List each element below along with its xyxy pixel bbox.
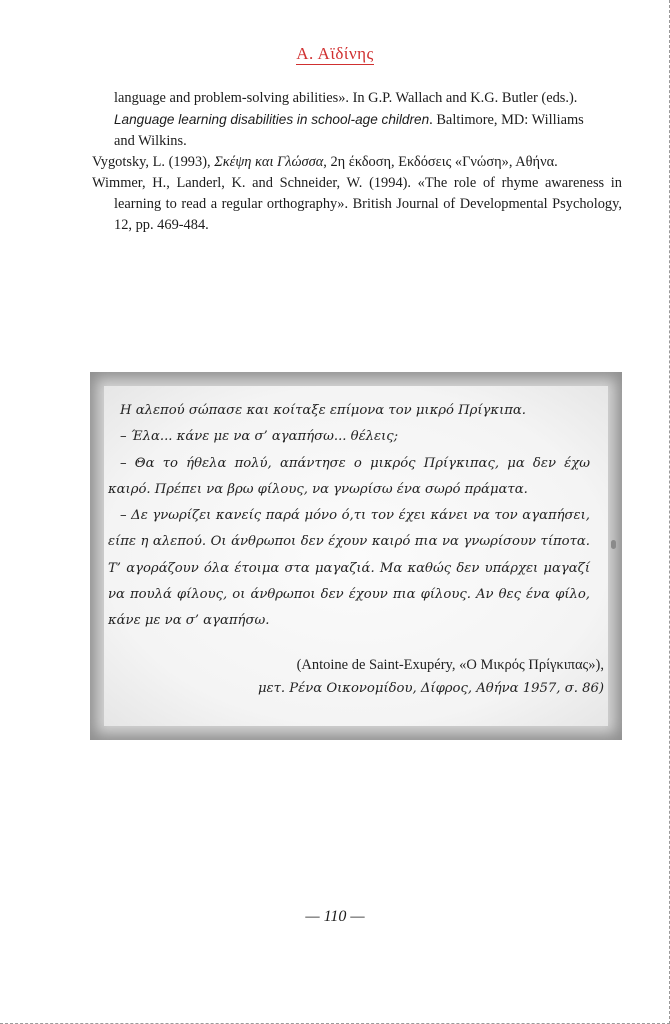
reference-entry xyxy=(92,88,622,152)
scan-speck xyxy=(611,540,616,549)
reference-text: . Baltimore, MD: Williams xyxy=(429,112,584,128)
quote-text xyxy=(108,398,590,635)
quote-paragraph: – Θα το ήθελα πολύ, απάντησε ο μικρός Πρίγκιπας, μα δεν έχω καιρό. Πρέπει να βρω φίλους, να γνωρίσω ένα σωρό πράματα. xyxy=(108,455,590,497)
reference-author: Vygotsky, L. (1993), xyxy=(92,154,215,170)
attribution-line: (Antoine de Saint-Exupéry, «Ο Μικρός Πρίγκιπας»), xyxy=(296,657,604,673)
attribution-line: μετ. Ρένα Οικονομίδου, Δίφρος, Αθήνα 1957, σ. 86) xyxy=(257,681,604,696)
reference-text: Wimmer, H., Landerl, K. and Schneider, W. (1994). «The role of rhyme awareness in learning to read a regular orthography». British Journal of Developmental Psychology, 12, pp. 469-484. xyxy=(92,175,622,233)
reference-text: , 2η έκδοση, Εκδόσεις «Γνώση», Αθήνα. xyxy=(323,154,558,170)
reference-title: Language learning disabilities in school-age children xyxy=(114,112,430,127)
reference-text: language and problem-solving abilities». In G.P. Wallach and K.G. Butler (eds.). xyxy=(114,90,578,106)
quote-paragraph: – Δε γνωρίζει κανείς παρά μόνο ό,τι τον έχει κάνει να τον αγαπήσει, είπε η αλεπού. Οι άνθρωποι δεν έχουν καιρό πια να γνωρίσουν τίποτα. Τ’ αγοράζουν όλα έτοιμα στα μαγαζιά. Μα καθώς δεν υπάρχει μαγαζί να πουλά φίλους, οι άνθρωποι δεν έχουν πια φίλους. Αν θες ένα φίλο, κάνε με να σ’ αγαπήσω. xyxy=(108,508,590,629)
reference-entry xyxy=(92,173,622,236)
running-head xyxy=(0,44,670,64)
reference-text: and Wilkins. xyxy=(114,133,187,149)
quote-box xyxy=(90,372,622,740)
quote-attribution xyxy=(184,654,604,700)
reference-title: Σκέψη και Γλώσσα xyxy=(214,154,324,170)
reference-list xyxy=(92,88,622,236)
quote-paragraph: – Έλα... κάνε με να σ’ αγαπήσω... θέλεις; xyxy=(120,429,399,445)
quote-paragraph: Η αλεπού σώπασε και κοίταξε επίμονα τον μικρό Πρίγκιπα. xyxy=(120,403,526,418)
reference-entry xyxy=(92,152,622,173)
page-number: — 110 — xyxy=(305,908,365,925)
running-title: Α. Αϊδίνης xyxy=(296,44,374,63)
